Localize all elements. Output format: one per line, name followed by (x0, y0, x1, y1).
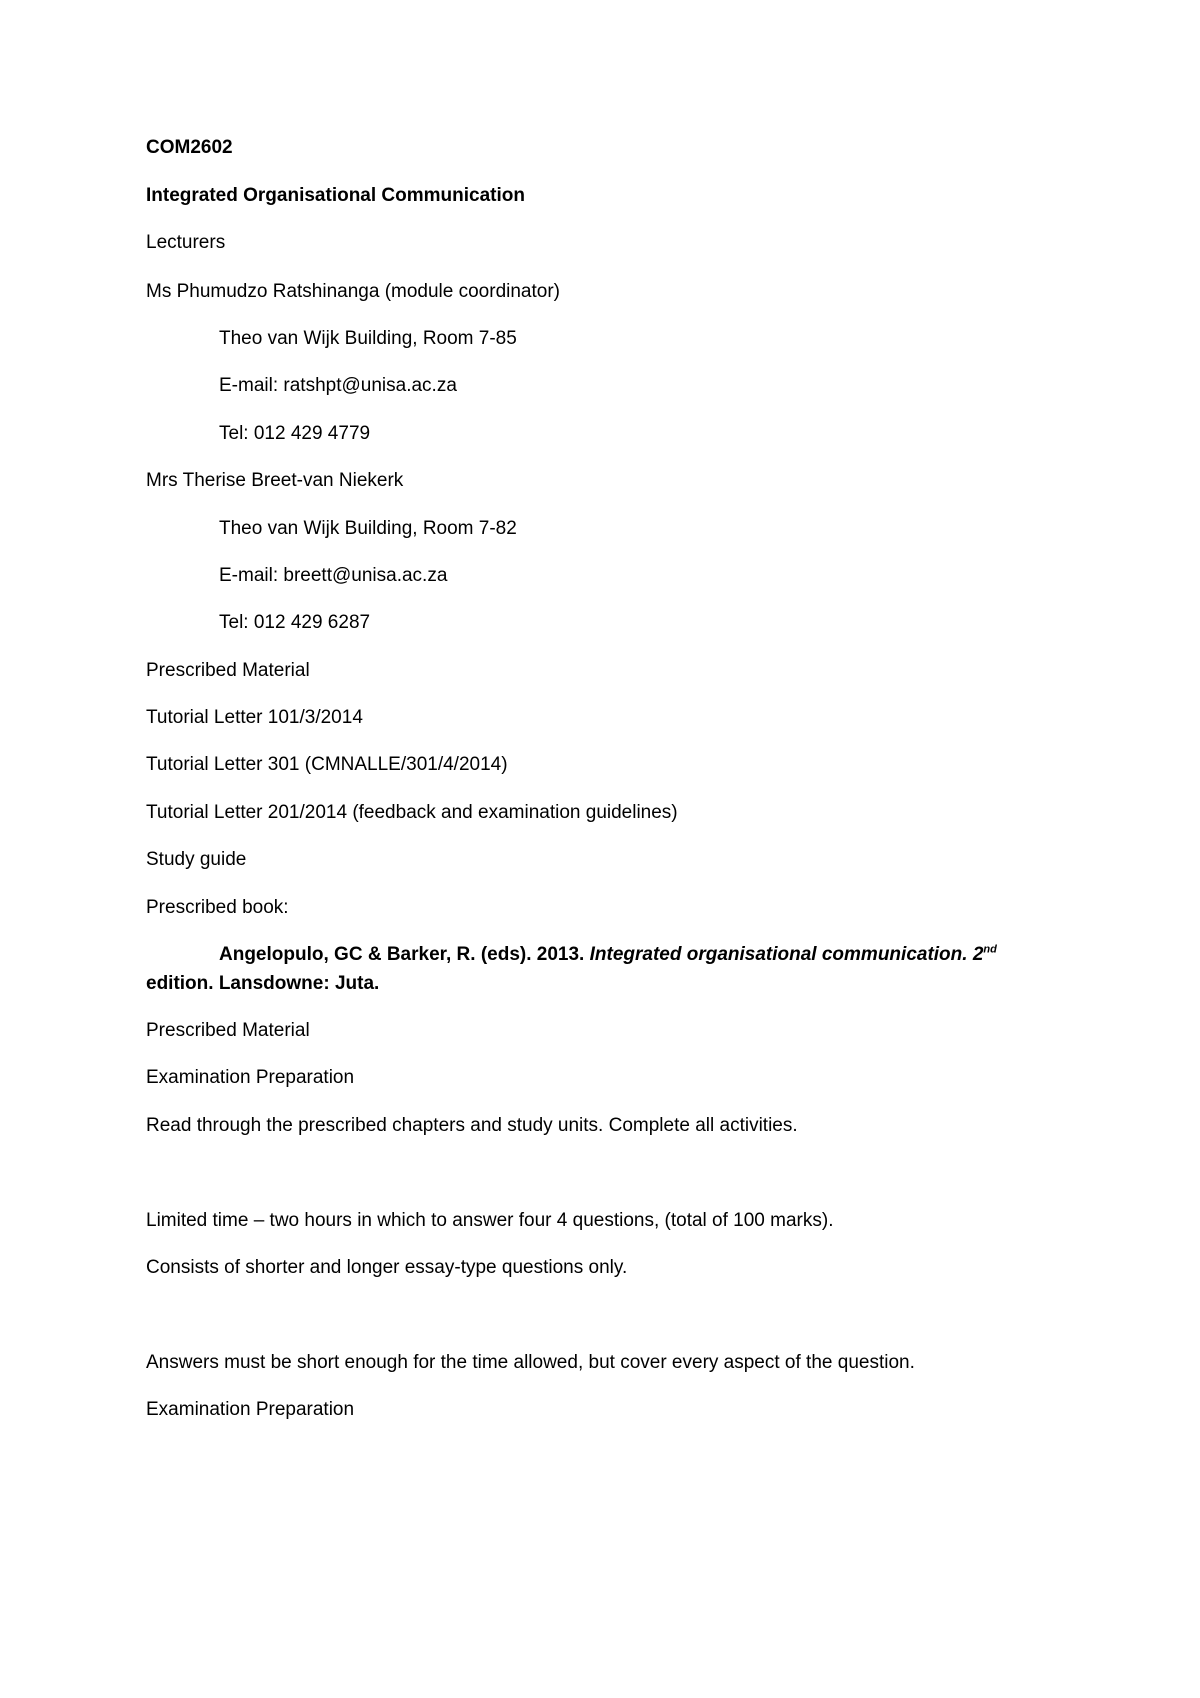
book-reference-line-1 (219, 943, 997, 967)
book-authors: Angelopulo, GC & Barker, R. (eds). 2013. (219, 944, 585, 965)
lecturers-heading: Lecturers (146, 232, 226, 253)
prescribed-material-heading: Prescribed Material (146, 1020, 310, 1041)
lecturer-1-name: Ms Phumudzo Ratshinanga (module coordinator) (146, 281, 560, 302)
exam-text-line: Consists of shorter and longer essay-type questions only. (146, 1257, 628, 1278)
lecturer-1-email: E-mail: ratshpt@unisa.ac.za (219, 375, 457, 396)
book-edition-superscript: nd (983, 943, 997, 956)
module-title: Integrated Organisational Communication (146, 185, 525, 206)
material-item: Tutorial Letter 301 (CMNALLE/301/4/2014) (146, 754, 508, 775)
book-reference-line-2: edition. Lansdowne: Juta. (146, 973, 380, 994)
lecturer-1-tel: Tel: 012 429 4779 (219, 423, 371, 444)
prescribed-material-heading: Prescribed Material (146, 660, 310, 681)
lecturer-2-name: Mrs Therise Breet-van Niekerk (146, 470, 404, 491)
exam-text-line: Limited time – two hours in which to answer four 4 questions, (total of 100 marks). (146, 1210, 834, 1231)
material-item: Tutorial Letter 101/3/2014 (146, 707, 363, 728)
exam-text-line: Read through the prescribed chapters and study units. Complete all activities. (146, 1115, 798, 1136)
book-title: Integrated organisational communication. 2 (589, 944, 984, 965)
material-item: Study guide (146, 849, 247, 870)
material-item: Prescribed book: (146, 897, 289, 918)
lecturer-2-email: E-mail: breett@unisa.ac.za (219, 565, 448, 586)
material-item: Tutorial Letter 201/2014 (feedback and examination guidelines) (146, 802, 678, 823)
exam-preparation-heading: Examination Preparation (146, 1399, 355, 1420)
lecturer-2-tel: Tel: 012 429 6287 (219, 612, 371, 633)
exam-text-line: Answers must be short enough for the time allowed, but cover every aspect of the question. (146, 1352, 915, 1373)
lecturer-2-office: Theo van Wijk Building, Room 7-82 (219, 518, 517, 539)
module-code: COM2602 (146, 137, 233, 158)
lecturer-1-office: Theo van Wijk Building, Room 7-85 (219, 328, 517, 349)
exam-preparation-heading: Examination Preparation (146, 1067, 355, 1088)
